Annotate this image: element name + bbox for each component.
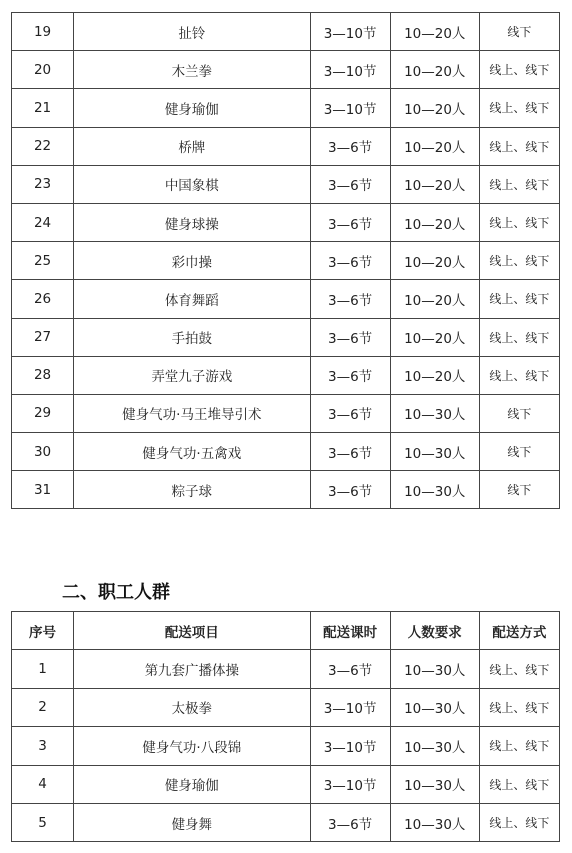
cell-project: 手拍鼓 [74,318,310,356]
table-header-row [12,612,560,650]
cell-hours: 3—6节 [310,280,390,318]
cell-hours: 3—10节 [310,89,390,127]
header-method: 配送方式 [479,612,559,650]
cell-people: 10—20人 [390,51,479,89]
cell-hours: 3—6节 [310,242,390,280]
table-row [12,803,560,841]
cell-hours: 3—6节 [310,318,390,356]
table-row [12,318,560,356]
cell-people: 10—20人 [390,280,479,318]
cell-people: 10—20人 [390,13,479,51]
cell-hours: 3—10节 [310,688,390,726]
cell-project: 第九套广播体操 [74,650,310,688]
cell-hours: 3—10节 [310,765,390,803]
cell-project: 健身球操 [74,203,310,241]
cell-people: 10—30人 [390,727,479,765]
cell-project: 扯铃 [74,13,310,51]
cell-method: 线下 [479,433,559,471]
table-row [12,727,560,765]
cell-index: 27 [12,318,74,356]
cell-method: 线上、线下 [479,203,559,241]
cell-method: 线上、线下 [479,650,559,688]
cell-people: 10—20人 [390,242,479,280]
table-row [12,280,560,318]
cell-method: 线上、线下 [479,242,559,280]
cell-index: 29 [12,394,74,432]
cell-project: 健身气功·五禽戏 [74,433,310,471]
cell-project: 彩巾操 [74,242,310,280]
cell-people: 10—30人 [390,765,479,803]
cell-method: 线上、线下 [479,127,559,165]
table-row [12,127,560,165]
cell-index: 20 [12,51,74,89]
cell-index: 31 [12,471,74,509]
cell-people: 10—20人 [390,203,479,241]
cell-index: 4 [12,765,74,803]
cell-method: 线上、线下 [479,280,559,318]
cell-index: 26 [12,280,74,318]
cell-people: 10—20人 [390,127,479,165]
cell-people: 10—30人 [390,394,479,432]
cell-people: 10—30人 [390,471,479,509]
cell-method: 线上、线下 [479,727,559,765]
cell-people: 10—30人 [390,433,479,471]
cell-people: 10—30人 [390,803,479,841]
cell-project: 健身气功·八段锦 [74,727,310,765]
table-row [12,471,560,509]
table-row [12,203,560,241]
cell-hours: 3—10节 [310,13,390,51]
cell-index: 30 [12,433,74,471]
cell-method: 线上、线下 [479,51,559,89]
table-row [12,13,560,51]
cell-hours: 3—6节 [310,203,390,241]
header-hours: 配送课时 [310,612,390,650]
cell-index: 2 [12,688,74,726]
cell-project: 太极拳 [74,688,310,726]
cell-project: 体育舞蹈 [74,280,310,318]
cell-hours: 3—10节 [310,727,390,765]
cell-method: 线上、线下 [479,803,559,841]
cell-people: 10—20人 [390,318,479,356]
cell-method: 线上、线下 [479,318,559,356]
cell-project: 弄堂九子游戏 [74,356,310,394]
table-row [12,394,560,432]
section-title-worker-group: 二、职工人群 [62,582,170,603]
cell-hours: 3—6节 [310,803,390,841]
cell-index: 19 [12,13,74,51]
cell-method: 线下 [479,13,559,51]
cell-project: 健身舞 [74,803,310,841]
header-project: 配送项目 [74,612,310,650]
cell-method: 线上、线下 [479,356,559,394]
cell-hours: 3—6节 [310,165,390,203]
table-row [12,89,560,127]
worker-course-table [11,611,560,842]
cell-people: 10—30人 [390,688,479,726]
table-row [12,765,560,803]
cell-index: 5 [12,803,74,841]
cell-people: 10—20人 [390,165,479,203]
table-row [12,165,560,203]
cell-people: 10—20人 [390,356,479,394]
header-people: 人数要求 [390,612,479,650]
table-row [12,356,560,394]
table-row [12,433,560,471]
course-table-continued [11,12,560,509]
cell-index: 1 [12,650,74,688]
cell-project: 中国象棋 [74,165,310,203]
cell-index: 28 [12,356,74,394]
cell-project: 桥牌 [74,127,310,165]
cell-method: 线下 [479,471,559,509]
cell-people: 10—30人 [390,650,479,688]
cell-index: 23 [12,165,74,203]
cell-index: 24 [12,203,74,241]
cell-hours: 3—6节 [310,471,390,509]
cell-hours: 3—6节 [310,650,390,688]
header-index: 序号 [12,612,74,650]
cell-method: 线上、线下 [479,89,559,127]
cell-method: 线上、线下 [479,765,559,803]
cell-method: 线上、线下 [479,688,559,726]
cell-hours: 3—6节 [310,394,390,432]
cell-project: 健身气功·马王堆导引术 [74,394,310,432]
cell-hours: 3—6节 [310,433,390,471]
cell-people: 10—20人 [390,89,479,127]
cell-index: 21 [12,89,74,127]
cell-index: 25 [12,242,74,280]
cell-method: 线上、线下 [479,165,559,203]
cell-project: 粽子球 [74,471,310,509]
cell-hours: 3—6节 [310,356,390,394]
table-row [12,242,560,280]
cell-index: 22 [12,127,74,165]
cell-hours: 3—10节 [310,51,390,89]
cell-index: 3 [12,727,74,765]
table-row [12,688,560,726]
table-row [12,650,560,688]
cell-project: 木兰拳 [74,51,310,89]
cell-project: 健身瑜伽 [74,765,310,803]
cell-method: 线下 [479,394,559,432]
cell-project: 健身瑜伽 [74,89,310,127]
cell-hours: 3—6节 [310,127,390,165]
table-row [12,51,560,89]
